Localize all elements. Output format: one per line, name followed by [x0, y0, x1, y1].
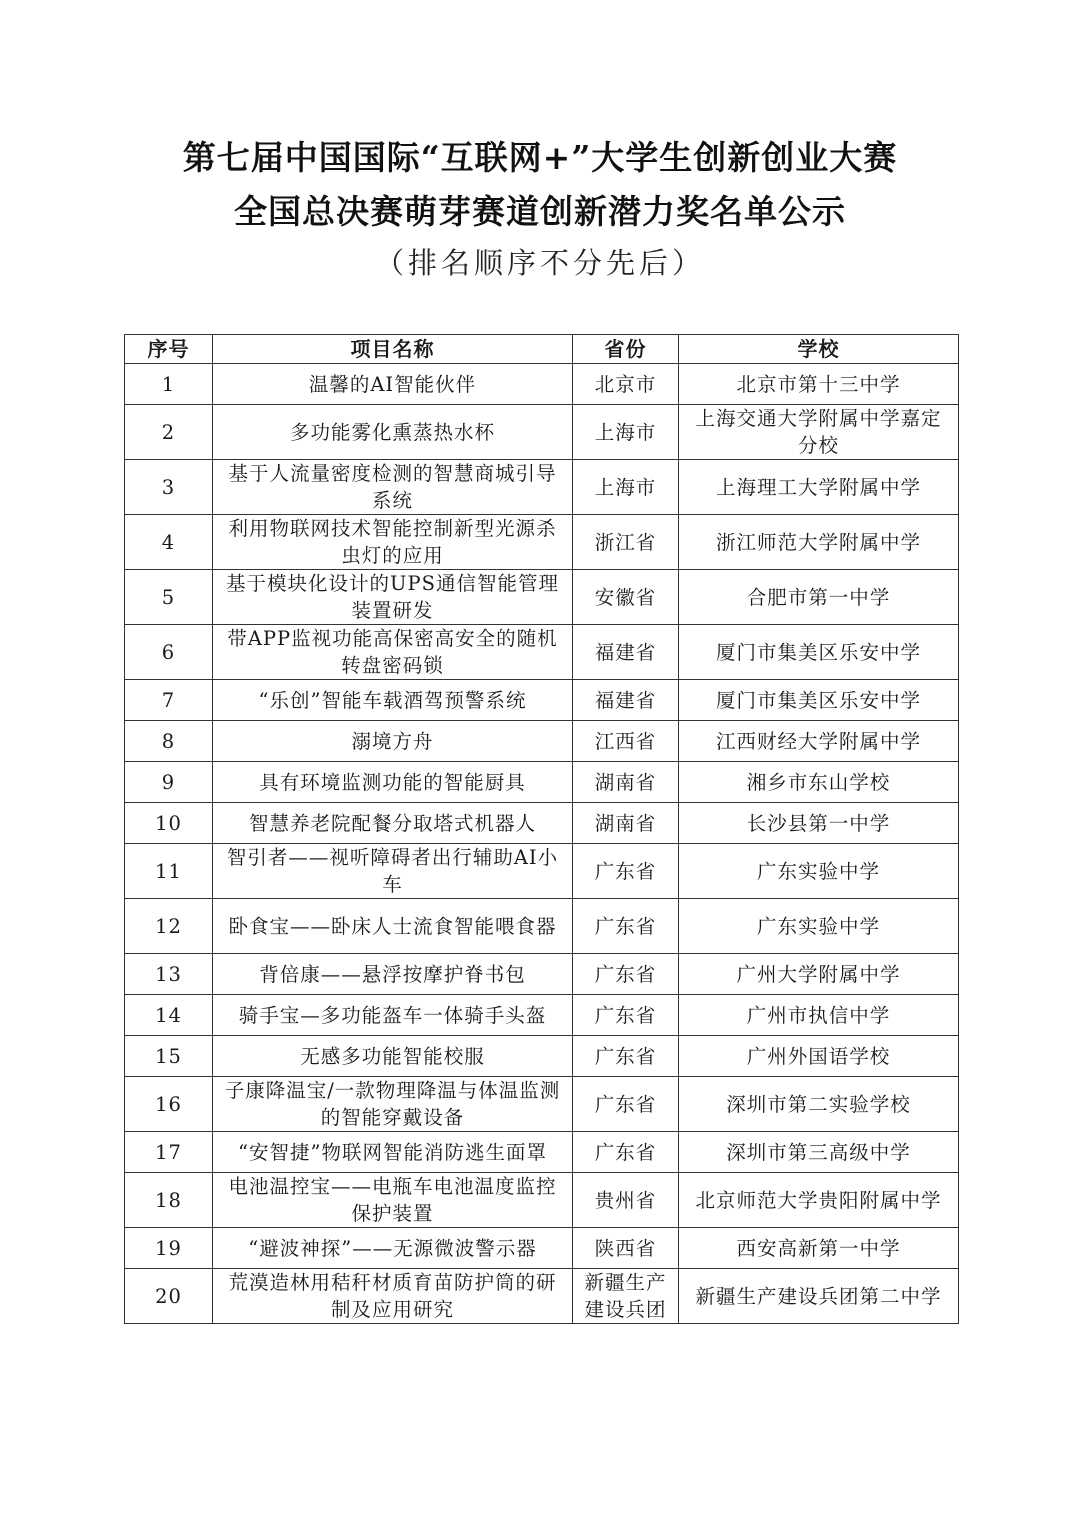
cell-project: 利用物联网技术智能控制新型光源杀虫灯的应用 — [213, 515, 573, 570]
table-row — [125, 680, 959, 721]
cell-school: 广州大学附属中学 — [679, 954, 959, 995]
cell-school: 北京市第十三中学 — [679, 364, 959, 405]
cell-province: 上海市 — [573, 460, 679, 515]
cell-no: 10 — [125, 803, 213, 844]
cell-project: 基于模块化设计的UPS通信智能管理装置研发 — [213, 570, 573, 625]
table-row — [125, 364, 959, 405]
cell-province: 陕西省 — [573, 1228, 679, 1269]
cell-no: 6 — [125, 625, 213, 680]
cell-no: 13 — [125, 954, 213, 995]
table-header-row — [125, 335, 959, 364]
cell-school: 湘乡市东山学校 — [679, 762, 959, 803]
table-row — [125, 762, 959, 803]
cell-project: “乐创”智能车载酒驾预警系统 — [213, 680, 573, 721]
cell-project: 基于人流量密度检测的智慧商城引导系统 — [213, 460, 573, 515]
table-row — [125, 515, 959, 570]
award-table — [124, 334, 959, 1324]
cell-project: 溺境方舟 — [213, 721, 573, 762]
table-row — [125, 721, 959, 762]
cell-province: 广东省 — [573, 844, 679, 899]
cell-school: 浙江师范大学附属中学 — [679, 515, 959, 570]
table-row — [125, 954, 959, 995]
cell-no: 15 — [125, 1036, 213, 1077]
cell-school: 长沙县第一中学 — [679, 803, 959, 844]
cell-no: 14 — [125, 995, 213, 1036]
cell-province: 湖南省 — [573, 803, 679, 844]
cell-province: 广东省 — [573, 954, 679, 995]
cell-no: 19 — [125, 1228, 213, 1269]
table-row — [125, 1036, 959, 1077]
cell-province: 北京市 — [573, 364, 679, 405]
cell-project: 荒漠造林用秸秆材质育苗防护筒的研制及应用研究 — [213, 1269, 573, 1324]
table-row — [125, 844, 959, 899]
cell-no: 8 — [125, 721, 213, 762]
cell-school: 江西财经大学附属中学 — [679, 721, 959, 762]
cell-project: 温馨的AI智能伙伴 — [213, 364, 573, 405]
cell-no: 11 — [125, 844, 213, 899]
cell-province: 上海市 — [573, 405, 679, 460]
cell-no: 5 — [125, 570, 213, 625]
cell-project: 电池温控宝——电瓶车电池温度监控保护装置 — [213, 1173, 573, 1228]
cell-province: 江西省 — [573, 721, 679, 762]
cell-school: 厦门市集美区乐安中学 — [679, 680, 959, 721]
subtitle: （排名顺序不分先后） — [374, 246, 705, 280]
cell-province: 浙江省 — [573, 515, 679, 570]
cell-province: 广东省 — [573, 1077, 679, 1132]
cell-no: 1 — [125, 364, 213, 405]
table-row — [125, 1228, 959, 1269]
cell-province: 湖南省 — [573, 762, 679, 803]
cell-province: 广东省 — [573, 1036, 679, 1077]
cell-province: 新疆生产建设兵团 — [573, 1269, 679, 1324]
cell-province: 广东省 — [573, 899, 679, 954]
table-row — [125, 460, 959, 515]
cell-school: 合肥市第一中学 — [679, 570, 959, 625]
cell-project: 无感多功能智能校服 — [213, 1036, 573, 1077]
cell-school: 厦门市集美区乐安中学 — [679, 625, 959, 680]
cell-province: 安徽省 — [573, 570, 679, 625]
cell-school: 广东实验中学 — [679, 899, 959, 954]
cell-province: 广东省 — [573, 1132, 679, 1173]
cell-no: 18 — [125, 1173, 213, 1228]
header-school: 学校 — [679, 335, 959, 364]
cell-school: 深圳市第三高级中学 — [679, 1132, 959, 1173]
title-line-1: 第七届中国国际“互联网+”大学生创新创业大赛 — [182, 138, 898, 177]
cell-project: 卧食宝——卧床人士流食智能喂食器 — [213, 899, 573, 954]
cell-no: 16 — [125, 1077, 213, 1132]
cell-project: 智慧养老院配餐分取塔式机器人 — [213, 803, 573, 844]
header-province: 省份 — [573, 335, 679, 364]
cell-no: 4 — [125, 515, 213, 570]
cell-project: 子康降温宝/一款物理降温与体温监测的智能穿戴设备 — [213, 1077, 573, 1132]
cell-no: 20 — [125, 1269, 213, 1324]
cell-province: 福建省 — [573, 680, 679, 721]
cell-project: 带APP监视功能高保密高安全的随机转盘密码锁 — [213, 625, 573, 680]
cell-school: 西安高新第一中学 — [679, 1228, 959, 1269]
cell-school: 广东实验中学 — [679, 844, 959, 899]
cell-province: 福建省 — [573, 625, 679, 680]
cell-project: 骑手宝—多功能盔车一体骑手头盔 — [213, 995, 573, 1036]
table-row — [125, 1173, 959, 1228]
cell-school: 上海交通大学附属中学嘉定分校 — [679, 405, 959, 460]
cell-project: 多功能雾化熏蒸热水杯 — [213, 405, 573, 460]
cell-no: 17 — [125, 1132, 213, 1173]
cell-project: 具有环境监测功能的智能厨具 — [213, 762, 573, 803]
cell-school: 上海理工大学附属中学 — [679, 460, 959, 515]
table-row — [125, 1132, 959, 1173]
cell-project: 智引者——视听障碍者出行辅助AI小车 — [213, 844, 573, 899]
table-row — [125, 1269, 959, 1324]
cell-no: 3 — [125, 460, 213, 515]
table-row — [125, 803, 959, 844]
header-no: 序号 — [125, 335, 213, 364]
table-row — [125, 570, 959, 625]
table-row — [125, 405, 959, 460]
cell-project: “避波神探”——无源微波警示器 — [213, 1228, 573, 1269]
cell-no: 7 — [125, 680, 213, 721]
cell-province: 广东省 — [573, 995, 679, 1036]
cell-school: 新疆生产建设兵团第二中学 — [679, 1269, 959, 1324]
table-row — [125, 1077, 959, 1132]
header-project: 项目名称 — [213, 335, 573, 364]
title-line-2: 全国总决赛萌芽赛道创新潜力奖名单公示 — [234, 192, 846, 231]
cell-school: 广州市执信中学 — [679, 995, 959, 1036]
cell-province: 贵州省 — [573, 1173, 679, 1228]
table-row — [125, 899, 959, 954]
cell-school: 深圳市第二实验学校 — [679, 1077, 959, 1132]
cell-no: 9 — [125, 762, 213, 803]
table-row — [125, 995, 959, 1036]
cell-no: 2 — [125, 405, 213, 460]
cell-school: 北京师范大学贵阳附属中学 — [679, 1173, 959, 1228]
cell-project: “安智捷”物联网智能消防逃生面罩 — [213, 1132, 573, 1173]
cell-school: 广州外国语学校 — [679, 1036, 959, 1077]
cell-project: 背倍康——悬浮按摩护脊书包 — [213, 954, 573, 995]
cell-no: 12 — [125, 899, 213, 954]
table-row — [125, 625, 959, 680]
